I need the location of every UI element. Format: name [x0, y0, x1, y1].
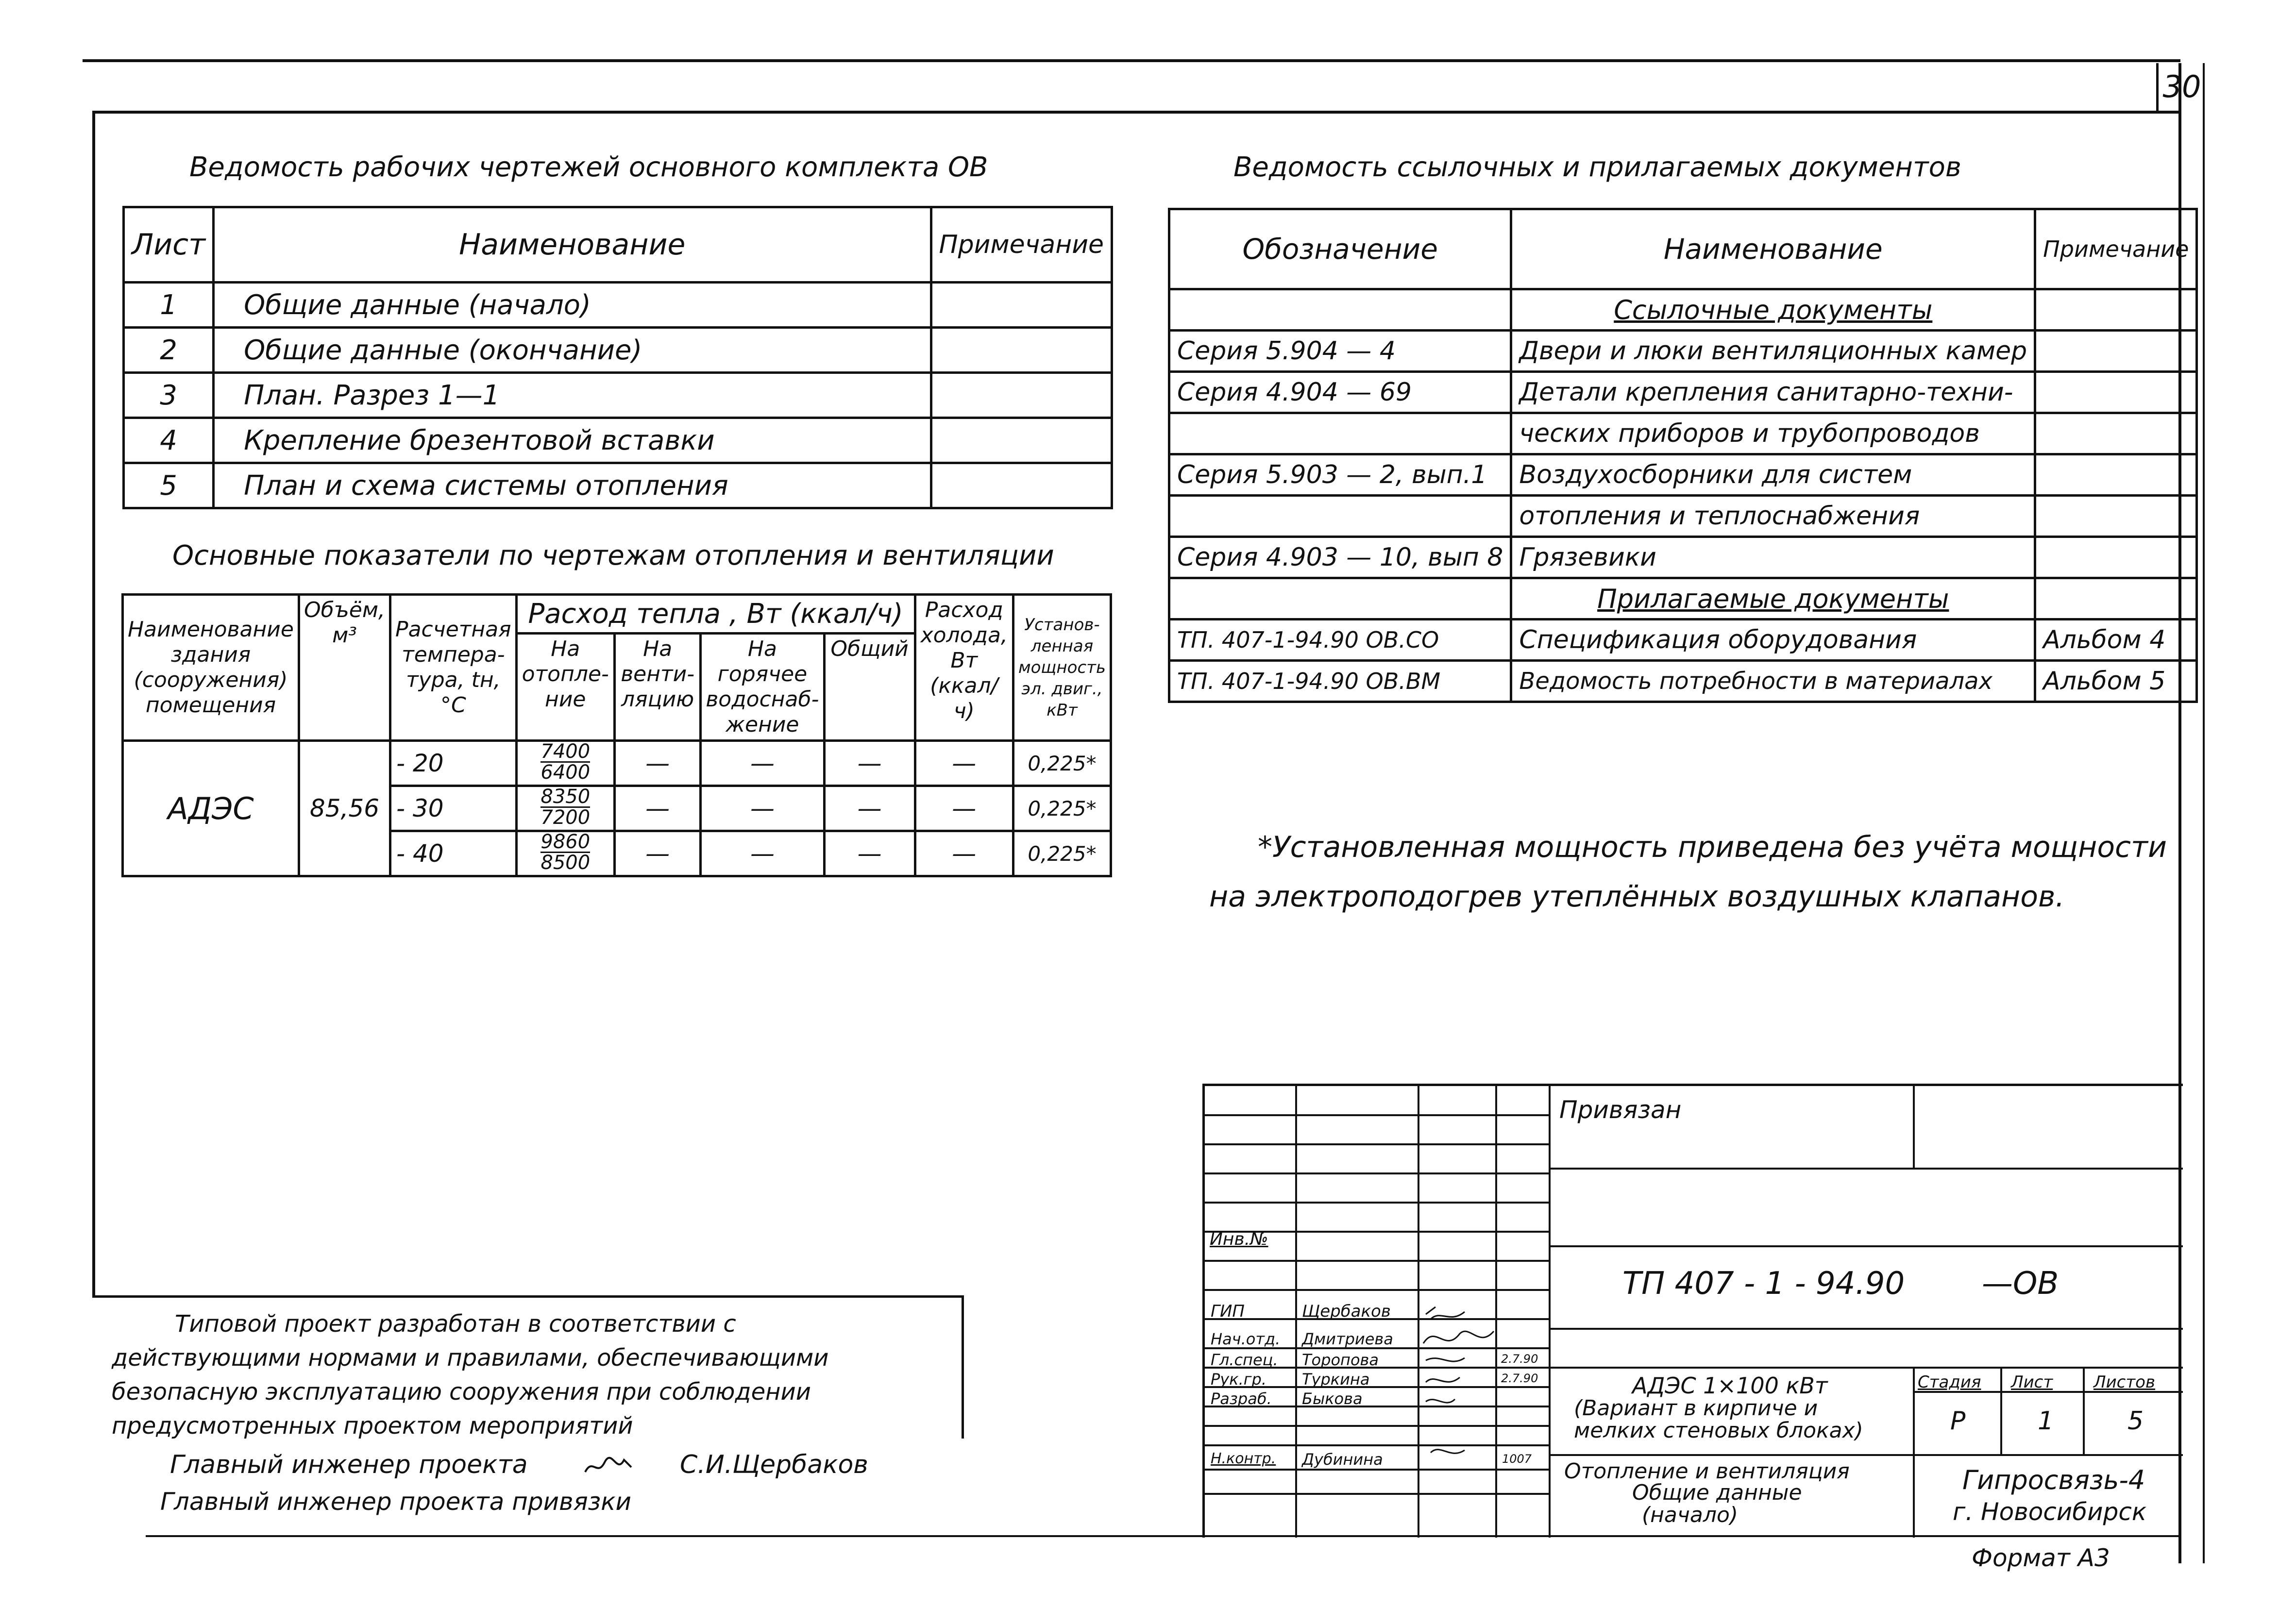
sheet-name: Общие данные (окончание)	[214, 328, 931, 373]
sheet-name: План. Разрез 1—1	[214, 373, 931, 418]
inventory-label: Инв.№	[1210, 1229, 1268, 1249]
role-label: Разраб.	[1211, 1389, 1272, 1408]
ref-name: Ведомость потребности в материалах	[1511, 661, 2035, 702]
sheet-number: 4	[124, 418, 214, 463]
ref-name: отопления и теплоснабжения	[1511, 496, 2035, 537]
object-line-3: мелких стеновых блоках)	[1574, 1418, 1863, 1443]
header-volume: Объём, м³	[299, 595, 390, 741]
chief-engineer-name: С.И.Щербаков	[680, 1450, 868, 1479]
sheet-header: Лист	[2011, 1373, 2053, 1392]
table-row	[124, 463, 1112, 508]
sheets-header: Листов	[2093, 1373, 2156, 1392]
heating-kcal: 6400	[540, 761, 591, 784]
power-value: 0,225*	[1013, 831, 1111, 876]
bound-label: Привязан	[1559, 1096, 1682, 1124]
indicators-table	[121, 593, 1112, 877]
role-label: Рук.гр.	[1211, 1370, 1267, 1389]
table-row	[124, 373, 1112, 418]
table-header-row	[124, 207, 1112, 283]
sheet-desc-line-2: Общие данные	[1632, 1480, 1802, 1505]
ref-section-title: Прилагаемые документы	[1511, 578, 2035, 619]
table-row	[124, 328, 1112, 373]
heating-value	[516, 786, 614, 831]
sheet-note	[931, 373, 1112, 418]
ref-code	[1169, 578, 1511, 619]
ref-note	[2035, 372, 2197, 413]
sheets-table-title: Ведомость рабочих чертежей основного комплекта ОВ	[189, 151, 988, 183]
heating-value	[516, 831, 614, 876]
building-volume: 85,56	[299, 741, 390, 876]
project-note-line-2: действующими нормами и правилами, обеспечивающими	[112, 1344, 829, 1372]
ref-name: Двери и люки вентиляционных камер	[1511, 331, 2035, 372]
ref-code: Серия 5.903 — 2, вып.1	[1169, 454, 1511, 496]
table-row	[123, 741, 1111, 786]
header-note: Примечание	[931, 207, 1112, 283]
heating-watts: 7400	[540, 740, 591, 763]
header-heating: На отопле-ние	[516, 634, 614, 741]
sheet-note	[931, 328, 1112, 373]
role-name: Щербаков	[1302, 1302, 1391, 1321]
sheet-number: 3	[124, 373, 214, 418]
ref-note	[2035, 537, 2197, 578]
table-row	[1169, 619, 2197, 661]
role-label: Н.контр.	[1211, 1450, 1276, 1467]
table-row	[124, 418, 1112, 463]
footnote-line-2: на электроподогрев утеплённых воздушных клапанов.	[1209, 880, 2065, 914]
sheet-note	[931, 283, 1112, 328]
sheets-value: 5	[2127, 1406, 2144, 1436]
ref-note	[2035, 413, 2197, 454]
sheet-number: 5	[124, 463, 214, 508]
ref-code: ТП. 407-1-94.90 ОВ.ВМ	[1169, 661, 1511, 702]
stage-header: Стадия	[1918, 1373, 1981, 1392]
sheet-name: Общие данные (начало)	[214, 283, 931, 328]
header-hot-water: На горячее водоснаб-жение	[701, 634, 824, 741]
role-name: Дубинина	[1302, 1450, 1383, 1469]
ref-code: Серия 4.903 — 10, вып 8	[1169, 537, 1511, 578]
header-name: Наименование	[1511, 209, 2035, 289]
chief-binding-label: Главный инженер проекта привязки	[160, 1488, 631, 1516]
table-header-row	[1169, 209, 2197, 289]
heating-watts: 8350	[540, 786, 591, 808]
ref-name: ческих приборов и трубопроводов	[1511, 413, 2035, 454]
org-line-1: Гипросвязь-4	[1962, 1465, 2145, 1495]
vent-value: —	[614, 741, 700, 786]
header-power: Установ-ленная мощность эл. двиг., кВт	[1013, 595, 1111, 741]
ref-code	[1169, 289, 1511, 331]
header-cold: Расход холода, Вт (ккал/ч)	[915, 595, 1013, 741]
page-number: 30	[2162, 69, 2201, 104]
total-value: —	[824, 741, 915, 786]
role-name: Быкова	[1302, 1389, 1363, 1408]
heating-kcal: 8500	[540, 852, 591, 874]
object-line-1: АДЭС 1×100 кВт	[1632, 1373, 1828, 1399]
table-row	[1169, 372, 2197, 413]
heating-value	[516, 741, 614, 786]
hot-water-value: —	[701, 741, 824, 786]
title-block	[1202, 1084, 2183, 1538]
ref-code	[1169, 413, 1511, 454]
header-name: Наименование	[214, 207, 931, 283]
chief-signature-icon	[583, 1453, 636, 1482]
signatures-icon	[1421, 1305, 1496, 1465]
refs-table-title: Ведомость ссылочных и прилагаемых документов	[1233, 151, 1961, 183]
role-name: Туркина	[1302, 1370, 1370, 1389]
role-date: 1007	[1502, 1452, 1532, 1466]
role-date: 2.7.90	[1501, 1352, 1538, 1366]
cold-value: —	[915, 741, 1013, 786]
total-value: —	[824, 831, 915, 876]
format-label: Формат А3	[1972, 1544, 2110, 1572]
project-note-line-1: Типовой проект разработан в соответствии с	[175, 1310, 736, 1338]
ref-name: Спецификация оборудования	[1511, 619, 2035, 661]
sheet-number: 1	[124, 283, 214, 328]
sheet-desc-line-3: (начало)	[1642, 1503, 1739, 1527]
sheets-table	[122, 206, 1113, 509]
ref-section-title: Ссылочные документы	[1511, 289, 2035, 331]
project-note-line-4: предусмотренных проектом мероприятий	[112, 1412, 633, 1440]
ref-note	[2035, 578, 2197, 619]
cold-value: —	[915, 831, 1013, 876]
ref-note: Альбом 5	[2035, 661, 2197, 702]
org-line-2: г. Новосибирск	[1953, 1498, 2147, 1526]
indicators-table-title: Основные показатели по чертежам отопления и вентиляции	[172, 540, 1054, 571]
heating-watts: 9860	[540, 831, 591, 853]
table-row	[1169, 496, 2197, 537]
role-label: Нач.отд.	[1211, 1330, 1281, 1348]
ref-code: ТП. 407-1-94.90 ОВ.СО	[1169, 619, 1511, 661]
table-row	[1169, 331, 2197, 372]
ref-name: Грязевики	[1511, 537, 2035, 578]
ref-note: Альбом 4	[2035, 619, 2197, 661]
table-row	[1169, 413, 2197, 454]
header-building: Наименование здания (сооружения) помещения	[123, 595, 299, 741]
header-total: Общий	[824, 634, 915, 741]
ref-code	[1169, 496, 1511, 537]
header-temp: Расчетная темпера-тура, tн, °С	[390, 595, 517, 741]
table-row	[1169, 454, 2197, 496]
project-mark: —ОВ	[1982, 1266, 2059, 1302]
page-number-box	[2156, 63, 2205, 111]
temp-value: - 20	[390, 741, 517, 786]
sheet-number: 2	[124, 328, 214, 373]
role-name: Торопова	[1302, 1351, 1379, 1369]
sheet-desc-line-1: Отопление и вентиляция	[1564, 1459, 1850, 1484]
hot-water-value: —	[701, 786, 824, 831]
sheet-value: 1	[2038, 1406, 2054, 1436]
cold-value: —	[915, 786, 1013, 831]
ref-name: Детали крепления санитарно-техни-	[1511, 372, 2035, 413]
frame-top-line	[92, 111, 2180, 114]
hot-water-value: —	[701, 831, 824, 876]
temp-value: - 30	[390, 786, 517, 831]
sheet-note	[931, 463, 1112, 508]
stage-value: Р	[1950, 1406, 1966, 1436]
vent-value: —	[614, 831, 700, 876]
ref-code: Серия 4.904 — 69	[1169, 372, 1511, 413]
ref-code: Серия 5.904 — 4	[1169, 331, 1511, 372]
header-sheet: Лист	[124, 207, 214, 283]
header-heat: Расход тепла , Вт (ккал/ч)	[516, 595, 915, 634]
table-row	[1169, 289, 2197, 331]
role-label: ГИП	[1211, 1302, 1245, 1321]
header-ventilation: На венти-ляцию	[614, 634, 700, 741]
vent-value: —	[614, 786, 700, 831]
temp-value: - 40	[390, 831, 517, 876]
table-row	[1169, 578, 2197, 619]
total-value: —	[824, 786, 915, 831]
sheet-name: План и схема системы отопления	[214, 463, 931, 508]
ref-note	[2035, 331, 2197, 372]
role-label: Гл.спец.	[1211, 1351, 1278, 1369]
ref-note	[2035, 496, 2197, 537]
role-name: Дмитриева	[1302, 1330, 1393, 1348]
building-name: АДЭС	[123, 741, 299, 876]
power-value: 0,225*	[1013, 741, 1111, 786]
frame-left-line	[92, 111, 95, 1295]
project-code: ТП 407 - 1 - 94.90	[1622, 1266, 1905, 1302]
object-line-2: (Вариант в кирпиче и	[1574, 1396, 1818, 1421]
refs-table	[1168, 208, 2198, 703]
top-border-line	[83, 59, 2180, 62]
ref-note	[2035, 454, 2197, 496]
chief-engineer-label: Главный инженер проекта	[170, 1450, 528, 1479]
table-row	[124, 283, 1112, 328]
table-row	[1169, 537, 2197, 578]
header-code: Обозначение	[1169, 209, 1511, 289]
power-value: 0,225*	[1013, 786, 1111, 831]
ref-note	[2035, 289, 2197, 331]
table-row	[1169, 661, 2197, 702]
header-note: Примечание	[2035, 209, 2197, 289]
project-note-line-3: безопасную эксплуатацию сооружения при соблюдении	[112, 1378, 811, 1406]
table-header-row	[123, 595, 1111, 634]
frame-right-line-2	[2203, 63, 2205, 1563]
role-date: 2.7.90	[1501, 1372, 1538, 1385]
footnote-line-1: *Установленная мощность приведена без учёта мощности	[1258, 830, 2167, 864]
ref-name: Воздухосборники для систем	[1511, 454, 2035, 496]
heating-kcal: 7200	[540, 806, 591, 829]
sheet-note	[931, 418, 1112, 463]
sheet-name: Крепление брезентовой вставки	[214, 418, 931, 463]
